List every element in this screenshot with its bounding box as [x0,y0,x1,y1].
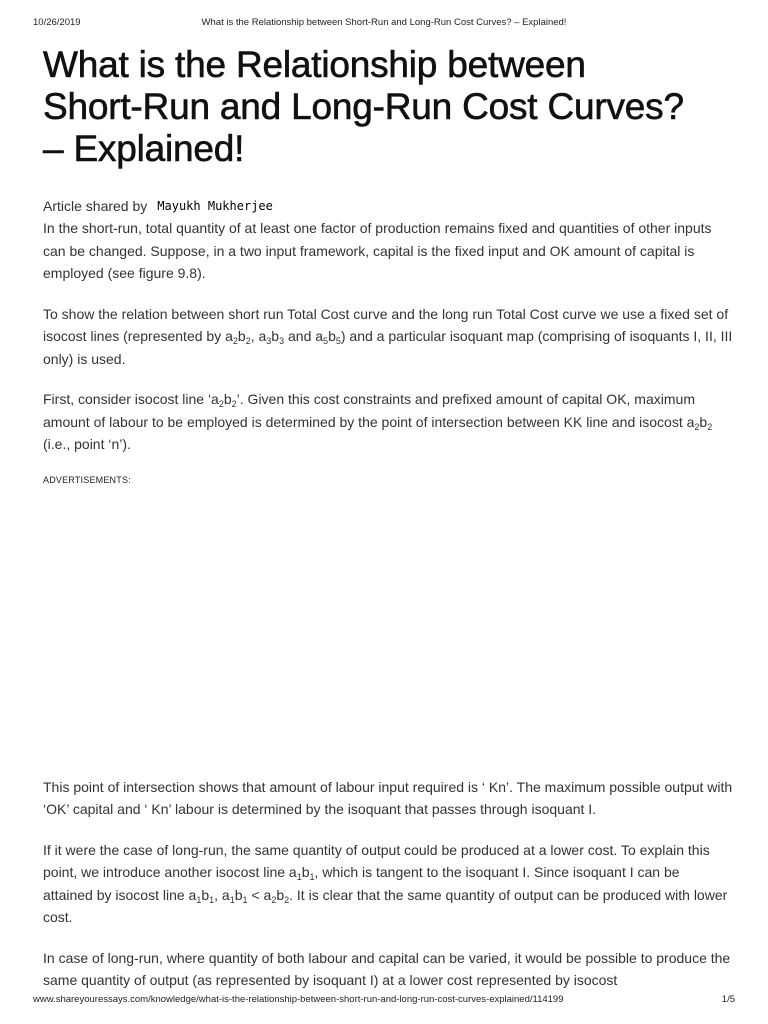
article-title [43,44,733,170]
print-date: 10/26/2019 [33,17,81,28]
paragraph-2: To show the relation between short run Total Cost curve and the long run Total Cost curve we use a fixed set of isocost lines (represented by $a_2b_2$, $a_3b_3$ and $a_5b_5$) and a particular isoquant map (comprising of isoquants I, II, III only) is used. [43,305,733,367]
paragraph-4: This point of intersection shows that amount of labour input required is ‘ Kn’. The maximum possible output with ‘OK’ capital and ‘ Kn’ labour is determined by the isoquant that passes through isoquant I. [43,778,733,817]
paragraph-3: First, consider isocost line ‘$a_2b_2$’. Given this cost constraints and prefixed amount of capital OK, maximum amount of labour to be employed is determined by the point of intersection between KK line and isocost $a_2b_2$ (i.e., point ‘n’). [43,391,713,452]
article-title-line-3: – Explained! [43,128,245,169]
page-url: www.shareyouressays.com/knowledge/what-is-the-relationship-between-short-run-and-long-run-cost-curves-explained/114199 [33,994,564,1005]
paragraph-6: In case of long-run, where quantity of both labour and capital can be varied, it would be possible to produce the same quantity of output (as represented by isoquant I) at a lower cost represented by isocost [43,949,731,988]
byline-label: Article shared by [43,198,148,214]
paragraph-5: If it were the case of long-run, the same quantity of output could be produced at a lower cost. To explain this point, we introduce another isocost line $a_1b_1$, which is tangent to the isoquant I. Since isoquant I can be attained by isocost line $a_1b_1$, $a_1b_1 < a_2b_2$. It is clear that the same quantity of output can be produced with lower cost. [43,841,728,925]
print-footer [0,994,768,1008]
print-header-title: What is the Relationship between Short-Run and Long-Run Cost Curves? – Explained! [201,17,567,28]
print-header [0,17,768,31]
author-name: Mayukh Mukherjee [157,199,273,213]
page-number: 1/5 [721,994,735,1005]
paragraph-1: In the short-run, total quantity of at least one factor of production remains fixed and quantities of other inputs can be changed. Suppose, in a two input framework, capital is the fixed input and OK amount of capital is employed (see figure 9.8). [43,220,712,281]
article-title-line-1: What is the Relationship between [43,44,586,85]
article-title-line-2: Short-Run and Long-Run Cost Curves? [43,86,684,127]
byline [43,196,733,216]
advertisement-slot [43,486,733,776]
article [43,44,733,992]
advertisements-label: ADVERTISEMENTS: [43,474,131,485]
